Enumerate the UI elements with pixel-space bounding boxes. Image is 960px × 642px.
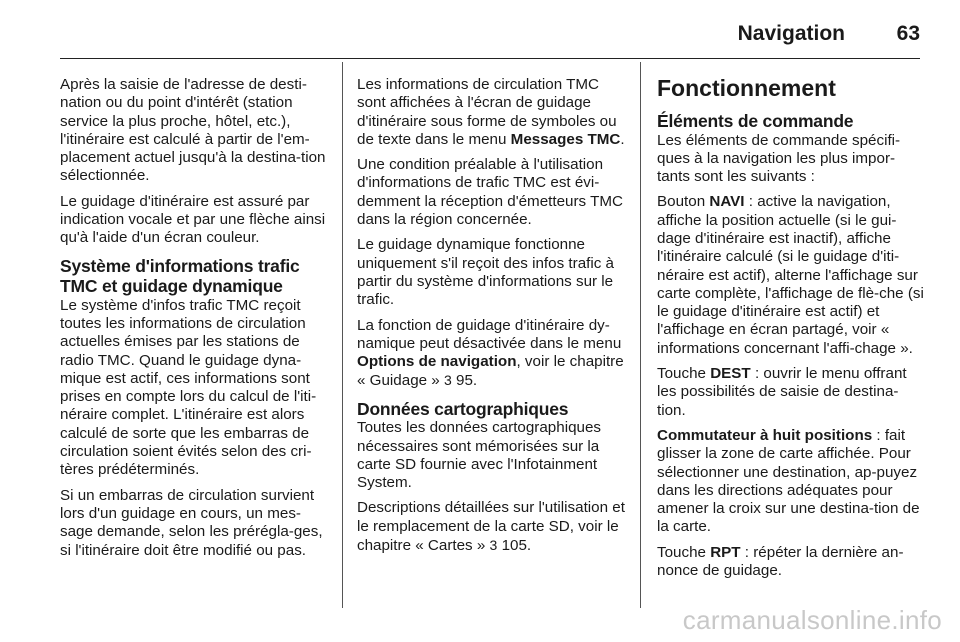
page-title: Navigation <box>737 22 845 45</box>
control-name: DEST <box>710 365 751 383</box>
section-heading-map-data: Données cartographiques <box>357 398 569 419</box>
page-ref-arrow-icon: 3 <box>443 372 452 389</box>
control-name: RPT <box>710 543 741 561</box>
paragraph: Le guidage dynamique fonctionne uniquement s'il reçoit des infos trafic à partir du système d'informations sur le trafic. <box>357 236 614 309</box>
page-header <box>60 18 920 58</box>
paragraph: Bouton NAVI : active la navigation, affiche la position actuelle (si le gui-dage d'itinéraire est inactif), affiche l'itinéraire calculé (si le guidage d'iti-néraire est actif), alterne l'affichage sur carte complète, l'affichage de flè-che (si le guidage d'itinéraire est actif) et l'affichage en écran partagé, voir « informations concernant l'affi-chage ». <box>657 193 924 357</box>
paragraph: La fonction de guidage d'itinéraire dy-namique peut désactivée dans le menu Options de navigation, voir le chapitre « Guidage » 3 95. <box>357 316 624 390</box>
page-number: 63 <box>896 22 920 45</box>
column-right <box>657 76 925 587</box>
header-rule <box>60 58 920 59</box>
paragraph: Touche RPT : répéter la dernière an-nonce de guidage. <box>657 543 904 580</box>
section-heading-fonctionnement: Fonctionnement <box>657 75 836 101</box>
control-name: Commutateur à huit positions <box>657 426 873 444</box>
paragraph: Descriptions détaillées sur l'utilisation et le remplacement de la carte SD, voir le chapitre « Cartes » 3 105. <box>357 499 625 555</box>
control-name: NAVI <box>709 193 745 211</box>
paragraph: Une condition préalable à l'utilisation d'informations de trafic TMC est évi-demment la réception d'émetteurs TMC dans la région concernée. <box>357 156 623 229</box>
paragraph: Touche DEST : ouvrir le menu offrant les possibilités de saisie de destina-tion. <box>657 365 907 419</box>
column-middle <box>357 76 627 562</box>
section-heading-tmc: Système d'informations trafic TMC et guidage dynamique <box>60 255 300 297</box>
column-left <box>60 76 328 567</box>
menu-name: Options de navigation <box>357 353 517 371</box>
menu-name: Messages TMC <box>510 130 621 148</box>
page-ref-arrow-icon: 3 <box>489 537 498 554</box>
paragraph: Après la saisie de l'adresse de desti-nation ou du point d'intérêt (station service la plus proche, hôtel, etc.), l'itinéraire est calculé à partir de l'em-placement actuel jusqu'à la destina-tion sélectionnée. <box>60 76 326 185</box>
paragraph: Commutateur à huit positions : fait glisser la zone de carte affichée. Pour sélectionner une destination, ap-puyez dans les directions adéquates pour amener la croix sur une destina-tion de la carte. <box>657 426 920 536</box>
subsection-heading-controls: Éléments de commande <box>657 111 854 131</box>
paragraph: Si un embarras de circulation survient lors d'un guidage en cours, un mes-sage demande, selon les prérégla-ges, si l'itinéraire doit être modifié ou pas. <box>60 486 323 559</box>
paragraph: Le système d'infos trafic TMC reçoit toutes les informations de circulation actuelles émises par les stations de radio TMC. Quand le guidage dyna-mique est actif, ces informations sont prises en compte lors du calcul de l'iti-néraire complet. L'itinéraire est alors calculé de sorte que les embarras de circulation soient évités selon des cri-tères prédéterminés. <box>60 296 317 479</box>
watermark: carmanualsonline.info <box>682 605 942 635</box>
paragraph: Le guidage d'itinéraire est assuré par indication vocale et par une flèche ainsi qu'à l'aide d'un écran couleur. <box>60 192 326 247</box>
paragraph: Les éléments de commande spécifi-ques à la navigation les plus impor-tants sont les suivants : <box>657 131 901 186</box>
paragraph: Toutes les données cartographiques nécessaires sont mémorisées sur la carte SD fournie avec l'Infotainment System. <box>357 419 602 492</box>
column-divider <box>342 62 343 608</box>
paragraph: Les informations de circulation TMC sont affichées à l'écran de guidage d'itinéraire sous forme de symboles ou de texte dans le menu Messages TMC. <box>357 76 625 148</box>
column-divider <box>640 62 641 608</box>
